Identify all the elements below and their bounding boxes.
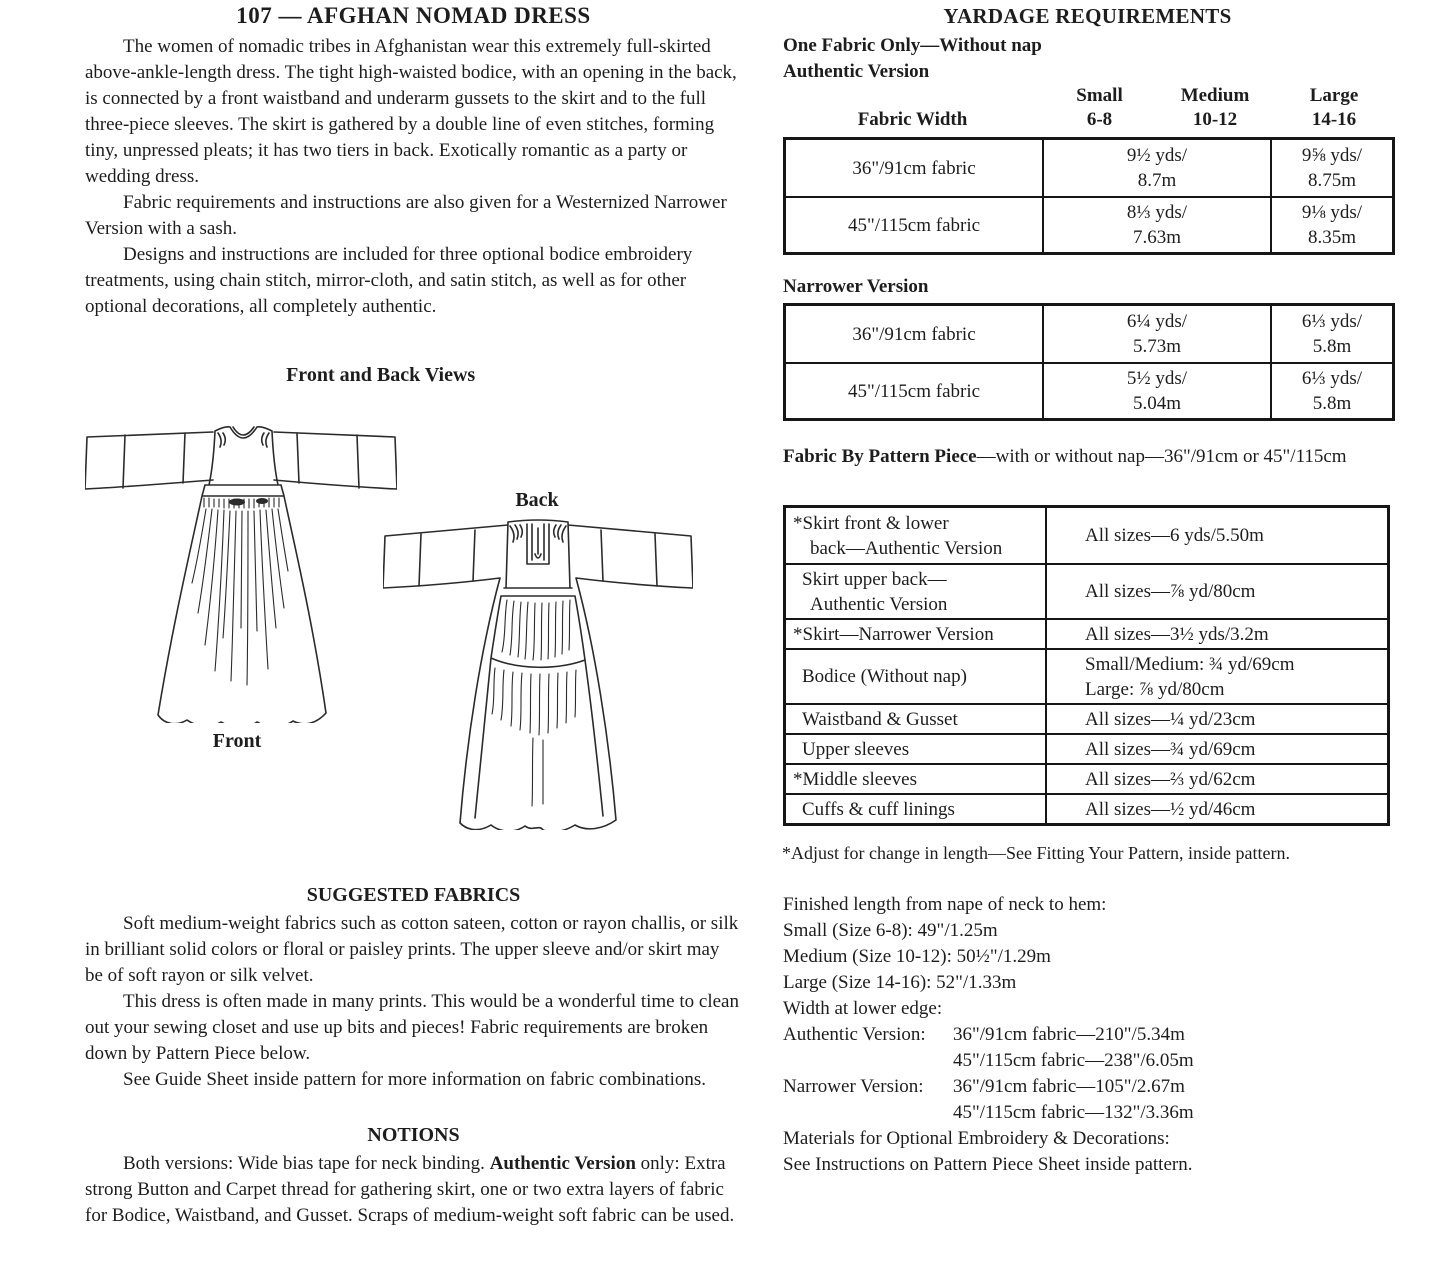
measurement-line xyxy=(783,1100,1395,1126)
pattern-amount-line: All sizes—⅞ yd/80cm xyxy=(1085,581,1256,602)
measurement-line: See Instructions on Pattern Piece Sheet inside pattern. xyxy=(783,1154,1193,1175)
yardage-line: 8.35m xyxy=(1307,227,1357,248)
measurement-value: 45"/115cm fabric—132"/3.36m xyxy=(953,1102,1194,1123)
measurement-line xyxy=(783,1074,1395,1100)
notions-paragraph xyxy=(85,1151,742,1229)
intro-paragraph: The women of nomadic tribes in Afghanistan wear this extremely full-skirted above-ankle-length dress. The tight high-waisted bodice, with an opening in the back, is connected by a front waistband and underarm gussets to the skirt and to the full three-piece sleeves. The skirt is gathered by a double line of even stitches, forming tiny, unpressed pleats; it has two tiers in back. Exotically romantic as a party or wedding dress. xyxy=(85,36,737,187)
front-back-views-illustration xyxy=(85,415,742,885)
front-view-label: Front xyxy=(212,730,262,752)
pattern-piece-line: *Middle sleeves xyxy=(793,768,918,790)
table-footnote: *Adjust for change in length—See Fitting Your Pattern, inside pattern. xyxy=(782,843,1290,863)
pattern-piece-cell xyxy=(786,703,1045,733)
measurement-line: Width at lower edge: xyxy=(783,998,943,1019)
yardage-line: 8.7m xyxy=(1137,170,1177,191)
yardage-line: 9⅝ yds/ xyxy=(1301,145,1363,166)
yardage-line: 5.8m xyxy=(1312,393,1352,414)
yardage-line: 9½ yds/ xyxy=(1126,145,1188,166)
fabric-width-cell: 45"/115cm fabric xyxy=(786,196,1042,252)
size-column-header xyxy=(1157,84,1273,132)
pattern-piece-line: Waistband & Gusset xyxy=(802,708,958,730)
size-name: Small xyxy=(1076,85,1123,106)
pattern-piece-cell xyxy=(786,793,1045,823)
views-heading: Front and Back Views xyxy=(286,364,476,386)
notions-text-segment: Both versions: Wide bias tape for neck binding. xyxy=(123,1153,490,1174)
back-view-drawing xyxy=(383,518,693,830)
intro-paragraph: Designs and instructions are included for three optional bodice embroidery treatments, using chain stitch, mirror-cloth, and satin stitch, as well as for other optional decorations, all completely authentic. xyxy=(85,244,693,317)
yardage-heading: YARDAGE REQUIREMENTS xyxy=(943,4,1232,28)
notions-text-segment: only: Extra strong Button and Carpet thread for gathering skirt, one or two extra layers of fabric for Bodice, Waistband, and Gusset. Scraps of medium-weight soft fabric can be used. xyxy=(85,1153,735,1226)
narrower-version-heading: Narrower Version xyxy=(783,276,929,297)
back-view-label: Back xyxy=(515,489,559,511)
pattern-piece-line: Authentic Version xyxy=(810,593,948,615)
pattern-amount-line: All sizes—¼ yd/23cm xyxy=(1085,708,1256,730)
notions-heading: NOTIONS xyxy=(367,1124,460,1146)
size-range: 10-12 xyxy=(1192,109,1238,130)
small-medium-yardage-cell xyxy=(1042,306,1270,362)
yardage-line: 8⅓ yds/ xyxy=(1126,202,1188,223)
measurement-value: 36"/91cm fabric—210"/5.34m xyxy=(953,1024,1185,1045)
pattern-piece-table xyxy=(783,505,1390,826)
suggested-fabrics-section xyxy=(85,884,742,1093)
pattern-amount-line: All sizes—¾ yd/69cm xyxy=(1085,738,1256,760)
pattern-piece-line: back—Authentic Version xyxy=(810,537,1003,559)
fabric-width-cell: 36"/91cm fabric xyxy=(852,157,976,179)
intro-paragraphs xyxy=(85,34,742,320)
pattern-amount-cell xyxy=(1045,648,1387,703)
pattern-amount-cell xyxy=(1045,703,1387,733)
notions-text-segment: Authentic Version xyxy=(489,1153,636,1174)
pattern-piece-line: Bodice (Without nap) xyxy=(802,666,967,687)
yardage-line: 6⅓ yds/ xyxy=(1301,311,1363,332)
pattern-amount-cell xyxy=(1045,733,1387,763)
pattern-amount-cell xyxy=(1045,763,1387,793)
yardage-line: 5½ yds/ xyxy=(1126,368,1188,389)
yardage-line: 5.04m xyxy=(1132,393,1182,414)
gather-stitch-blob xyxy=(229,499,245,506)
pattern-piece-line: *Skirt front & lower xyxy=(793,512,949,534)
authentic-version-subheading: Authentic Version xyxy=(783,61,930,82)
large-yardage-cell xyxy=(1270,140,1392,196)
authentic-yardage-table xyxy=(783,137,1395,255)
front-view-drawing xyxy=(85,423,397,723)
size-range: 14-16 xyxy=(1311,109,1357,130)
measurement-line xyxy=(783,1022,1395,1048)
suggested-fabrics-paragraph: Soft medium-weight fabrics such as cotton sateen, cotton or rayon challis, or silk in brilliant solid colors or floral or paisley prints. The upper sleeve and/or skirt may be of soft rayon or silk velvet. xyxy=(85,913,739,986)
pattern-piece-cell xyxy=(786,733,1045,763)
size-column-header xyxy=(1273,84,1395,132)
size-header-row xyxy=(783,84,1395,132)
pattern-amount-line: All sizes—⅔ yd/62cm xyxy=(1085,768,1256,790)
measurement-line: Finished length from nape of neck to hem: xyxy=(783,894,1107,915)
pattern-piece-cell xyxy=(786,508,1045,563)
small-medium-yardage-cell xyxy=(1042,196,1270,252)
page-title: 107 — AFGHAN NOMAD DRESS xyxy=(236,3,591,28)
left-column xyxy=(85,0,742,1265)
large-yardage-cell xyxy=(1270,306,1392,362)
intro-paragraph: Fabric requirements and instructions are also given for a Westernized Narrower Version with a sash. xyxy=(85,192,727,239)
finished-measurements-block xyxy=(783,892,1395,1178)
pattern-piece-cell xyxy=(786,763,1045,793)
suggested-fabrics-paragraphs xyxy=(85,911,742,1093)
measurement-line: Small (Size 6-8): 49"/1.25m xyxy=(783,920,998,941)
pattern-piece-cell xyxy=(786,648,1045,703)
yardage-line: 5.73m xyxy=(1132,336,1182,357)
small-medium-yardage-cell xyxy=(1042,140,1270,196)
suggested-fabrics-heading: SUGGESTED FABRICS xyxy=(306,884,521,906)
pattern-heading-bold: Fabric By Pattern Piece xyxy=(783,446,977,467)
pattern-amount-line: Large: ⅞ yd/80cm xyxy=(1085,678,1225,700)
suggested-fabrics-paragraph: See Guide Sheet inside pattern for more information on fabric combinations. xyxy=(123,1069,707,1090)
large-yardage-cell xyxy=(1270,362,1392,418)
large-yardage-cell xyxy=(1270,196,1392,252)
pattern-piece-line: *Skirt—Narrower Version xyxy=(793,623,994,645)
pattern-amount-line: All sizes—6 yds/5.50m xyxy=(1085,525,1264,546)
fabric-width-cell: 45"/115cm fabric xyxy=(786,362,1042,418)
yardage-line: 6¼ yds/ xyxy=(1126,311,1188,332)
fabric-width-header: Fabric Width xyxy=(857,109,968,130)
size-name: Medium xyxy=(1180,85,1250,106)
measurement-value: 36"/91cm fabric—105"/2.67m xyxy=(953,1076,1185,1097)
pattern-piece-cell xyxy=(786,618,1045,648)
pattern-amount-cell xyxy=(1045,508,1387,563)
fabric-width-cell: 36"/91cm fabric xyxy=(852,323,976,345)
size-range: 6-8 xyxy=(1086,109,1113,130)
pattern-amount-line: All sizes—½ yd/46cm xyxy=(1085,798,1256,820)
measurement-label: Authentic Version: xyxy=(783,1024,926,1045)
pattern-amount-cell xyxy=(1045,618,1387,648)
pattern-heading-rest: —with or without nap—36"/91cm or 45"/115cm xyxy=(976,446,1347,467)
one-fabric-subheading: One Fabric Only—Without nap xyxy=(783,35,1042,56)
measurement-line: Medium (Size 10-12): 50½"/1.29m xyxy=(783,946,1051,967)
suggested-fabrics-paragraph: This dress is often made in many prints. This would be a wonderful time to clean out your sewing closet and use up bits and pieces! Fabric requirements are broken down by Pattern Piece below. xyxy=(85,991,739,1064)
pattern-amount-cell xyxy=(1045,793,1387,823)
pattern-piece-line: Skirt upper back— xyxy=(802,568,947,590)
measurement-line xyxy=(783,1048,1395,1074)
fabric-by-pattern-piece-heading xyxy=(783,444,1395,470)
narrower-yardage-table xyxy=(783,303,1395,421)
yardage-line: 6⅓ yds/ xyxy=(1301,368,1363,389)
measurement-value: 45"/115cm fabric—238"/6.05m xyxy=(953,1050,1194,1071)
pattern-amount-line: All sizes—3½ yds/3.2m xyxy=(1085,623,1269,645)
pattern-piece-line: Cuffs & cuff linings xyxy=(802,798,955,820)
measurement-line: Materials for Optional Embroidery & Decorations: xyxy=(783,1128,1170,1149)
pattern-piece-line: Upper sleeves xyxy=(802,738,910,760)
size-column-header xyxy=(1042,84,1157,132)
measurement-line: Large (Size 14-16): 52"/1.33m xyxy=(783,972,1017,993)
small-medium-yardage-cell xyxy=(1042,362,1270,418)
yardage-line: 7.63m xyxy=(1132,227,1182,248)
measurement-label: Narrower Version: xyxy=(783,1076,924,1097)
yardage-line: 8.75m xyxy=(1307,170,1357,191)
right-column xyxy=(780,0,1395,1265)
pattern-amount-line: Small/Medium: ¾ yd/69cm xyxy=(1085,653,1295,675)
pattern-amount-cell xyxy=(1045,563,1387,618)
notions-section xyxy=(85,1124,742,1229)
size-name: Large xyxy=(1309,85,1359,106)
yardage-line: 5.8m xyxy=(1312,336,1352,357)
gather-stitch-blob xyxy=(256,498,268,504)
pattern-piece-cell xyxy=(786,563,1045,618)
yardage-line: 9⅛ yds/ xyxy=(1301,202,1363,223)
